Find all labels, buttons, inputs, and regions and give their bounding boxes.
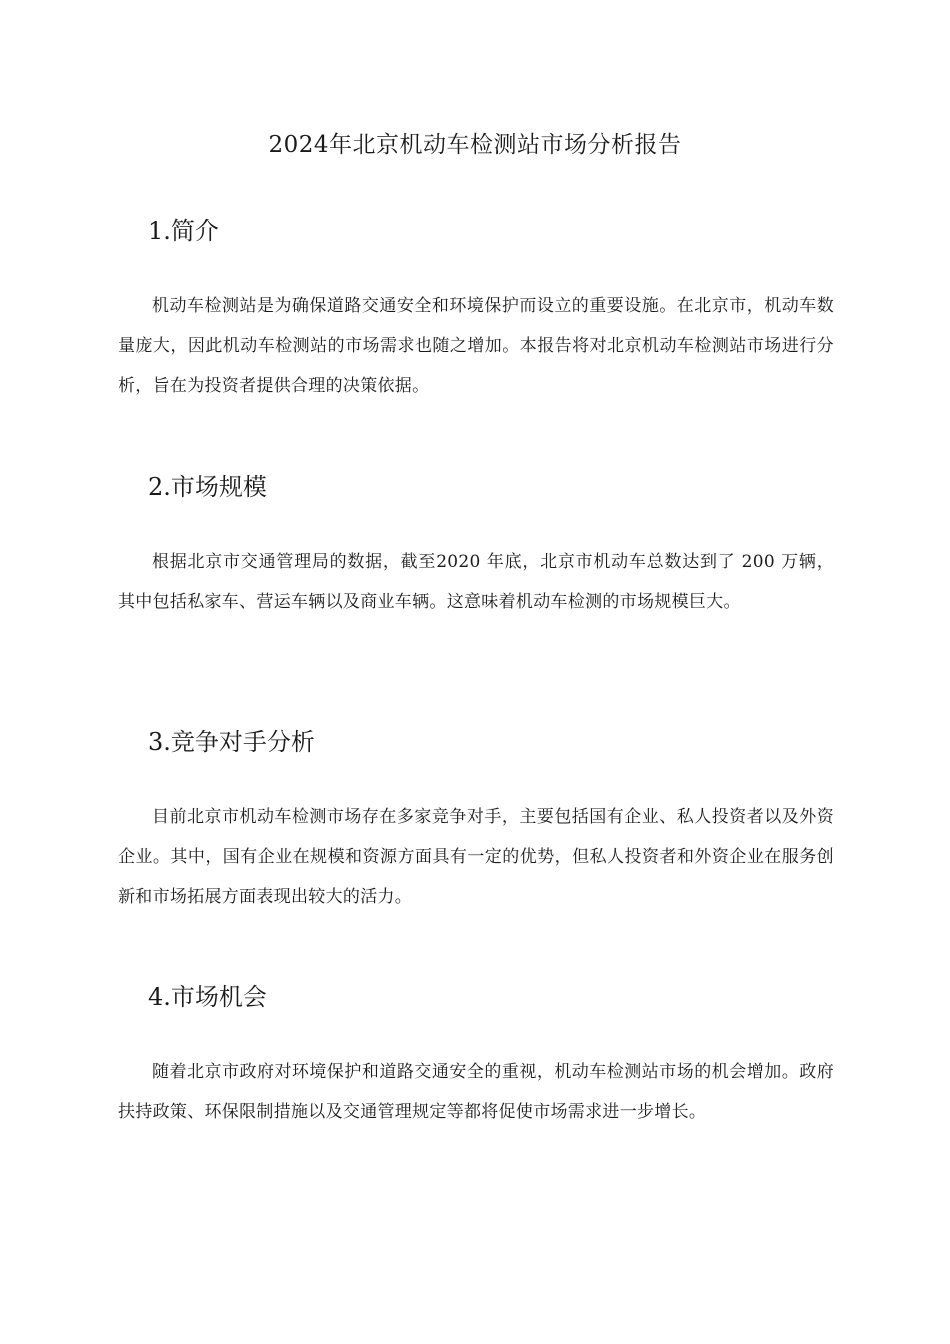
section-heading-introduction: 1.简介 (148, 217, 219, 245)
section-market-size (118, 470, 834, 622)
section-body-market-size: 根据北京市交通管理局的数据，截至2020 年底，北京市机动车总数达到了 200 万辆，其中包括私家车、营运车辆以及商业车辆。这意味着机动车检测的市场规模巨大。 (118, 552, 834, 612)
section-introduction (118, 214, 834, 406)
section-heading-market-opportunity: 4.市场机会 (148, 983, 267, 1011)
document-title: 2024年北京机动车检测站市场分析报告 (268, 132, 682, 158)
section-competitor-analysis (118, 725, 834, 917)
section-body-introduction: 机动车检测站是为确保道路交通安全和环境保护而设立的重要设施。在北京市，机动车数量庞大，因此机动车检测站的市场需求也随之增加。本报告将对北京机动车检测站市场进行分析，旨在为投资者提供合理的决策依据。 (118, 296, 834, 396)
section-market-opportunity (118, 980, 834, 1132)
section-heading-market-size: 2.市场规模 (148, 473, 267, 501)
section-heading-competitor-analysis: 3.竞争对手分析 (148, 728, 315, 756)
section-body-competitor-analysis: 目前北京市机动车检测市场存在多家竞争对手，主要包括国有企业、私人投资者以及外资企业。其中，国有企业在规模和资源方面具有一定的优势，但私人投资者和外资企业在服务创新和市场拓展方面表现出较大的活力。 (118, 807, 834, 907)
section-body-market-opportunity: 随着北京市政府对环境保护和道路交通安全的重视，机动车检测站市场的机会增加。政府扶持政策、环保限制措施以及交通管理规定等都将促使市场需求进一步增长。 (118, 1062, 834, 1122)
